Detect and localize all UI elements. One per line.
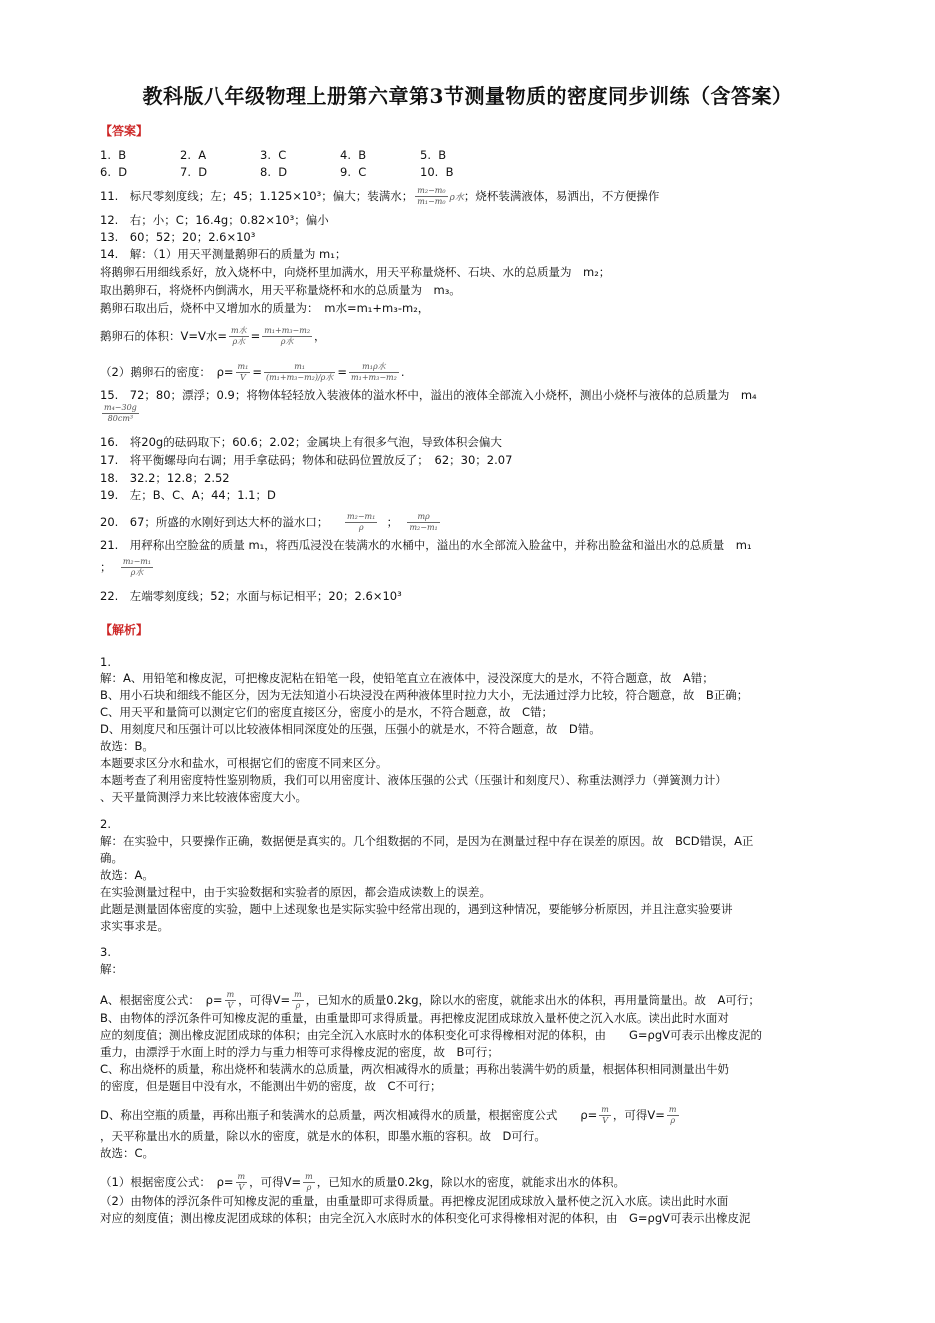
answer-16: 16. 将20g的砝码取下；60.6；2.02；金属块上有很多气泡，导致体积会偏大 (100, 435, 502, 449)
analysis-3-line: 对应的刻度值；测出橡皮泥团成球的体积；由完全沉入水底时水的体积变化可求得橡相对泥的体积，由 G=ρgV可表示出橡皮泥 (100, 1211, 751, 1225)
analysis-3-line: 故选：C。 (100, 1146, 155, 1160)
answer-14-line-3: 取出鹅卵石，将烧杯内倒满水，用天平称量烧杯和水的总质量为 m₃。 (100, 283, 461, 297)
analysis-3-line: 解： (100, 962, 123, 976)
analysis-1-line: B、用小石块和细线不能区分，因为无法知道小石块浸没在两种液体里时拉力大小，无法通过浮力比较，符合题意，故 B正确； (100, 688, 749, 702)
analysis-3-option-a: A、根据密度公式： ρ= $\frac{m}{V}$ ，可得V= $\frac{m}{\rho}$ ，已知水的质量0.2kg，除以水的密度，就能求出水的体积，再用量筒量出。故 A可行； (100, 990, 760, 1010)
answer-14-line-2: 将鹅卵石用细线系好，放入烧杯中，向烧杯里加满水，用天平称量烧杯、石块、水的总质量为 m₂； (100, 265, 611, 279)
mc-answer-2: 2. A (180, 148, 207, 162)
formula-fraction: $\frac{m}{V}$ (237, 1172, 246, 1192)
formula-fraction: $\frac{m}{\rho}$ (294, 990, 302, 1010)
analysis-3-option-d: D、称出空瓶的质量，再称出瓶子和装满水的总质量，两次相减得水的质量，根据密度公式 ρ= $\frac{m}{V}$ ，可得V= $\frac{m}{\rho}$ (100, 1105, 677, 1125)
mc-answer-6: 6. D (100, 165, 128, 179)
analysis-1-line: 故选：B。 (100, 739, 154, 753)
mc-answer-3: 3. C (260, 148, 287, 162)
mc-answer-8: 8. D (260, 165, 288, 179)
formula-fraction: $\frac{\text{m₂−m₁}}{\rho}$ (347, 512, 376, 532)
formula-fraction: $\frac{\text{m₁}}{V}$ (237, 362, 249, 382)
answer-14-line-1: 14. 解：（1）用天平测量鹅卵石的质量为 m₁； (100, 247, 347, 261)
answer-15: 15. 72；80；漂浮；0.9；将物体轻轻放入装液体的溢水杯中，溢出的液体全部流入小烧杯，测出小烧杯与液体的总质量为 m₄ (100, 388, 757, 402)
formula-fraction: $\frac{\text{m₁ρ水}}{\text{m₁+m₃−m₂}}$ (351, 362, 397, 382)
analysis-2-line: 故选：A。 (100, 868, 154, 882)
answer-19: 19. 左；B、C、A；44；1.1；D (100, 488, 276, 502)
analysis-2-line: 求实事求是。 (100, 919, 169, 933)
mc-answer-5: 5. B (420, 148, 447, 162)
answer-20: 20. 67；所盛的水刚好到达大杯的溢水口； $\frac{\text{m₂−m₁}}{\rho}$ ； $\frac{m\rho}{\text{m₂−m₁}}$ (100, 512, 438, 532)
analysis-2-line: 此题是测量固体密度的实验，题中上述现象也是实际实验中经常出现的，遇到这种情况，要能够分析原因，并且注意实验要讲 (100, 902, 733, 916)
formula-fraction: $\frac{\text{m₁}}{\text{(m₁+m₃−m₂)/ρ水}}$ (265, 362, 334, 382)
answer-18: 18. 32.2；12.8；2.52 (100, 471, 230, 485)
answer-21-line-2: ； $\frac{\text{m₂−m₁}}{\text{ρ水}}$ (100, 557, 152, 577)
answer-13: 13. 60；52；20；2.6×10³ (100, 230, 256, 244)
analysis-3-line: C、称出烧杯的质量，称出烧杯和装满水的总质量，两次相减得水的质量；再称出装满牛奶的质量，根据体积相同测量出牛奶 (100, 1062, 730, 1076)
analysis-1-line: 解：A、用铅笔和橡皮泥，可把橡皮泥粘在铅笔一段，使铅笔直立在液体中，浸没深度大的是水，不符合题意，故 A错； (100, 671, 714, 685)
analysis-2-line: 解：在实验中，只要操作正确，数据便是真实的。几个组数据的不同，是因为在测量过程中存在误差的原因。故 BCD错误，A正 (100, 834, 754, 848)
analysis-3-line: ，天平称量出水的质量，除以水的密度，就是水的体积，即墨水瓶的容积。故 D可行。 (100, 1129, 546, 1143)
answer-14-density: （2）鹅卵石的密度： ρ= $\frac{\text{m₁}}{V}$ = $\frac{\text{m₁}}{\text{(m₁+m₃−m₂)/ρ水}}$ = $\frac{\text{m₁ρ水}}{\text{m₁+m₃−m₂}}$ . (100, 362, 405, 382)
analysis-2-number: 2. (100, 817, 111, 831)
analysis-1-number: 1. (100, 655, 111, 669)
mc-answer-4: 4. B (340, 148, 367, 162)
answer-12: 12. 右；小；C；16.4g；0.82×10³；偏小 (100, 213, 329, 227)
formula-fraction: $\frac{\text{m水}}{\text{ρ水}}$ (231, 326, 247, 346)
formula-fraction: $\frac{\text{m₂−m₀}}{\text{m₁−m₀}}$ (417, 186, 446, 206)
answer-17: 17. 将平衡螺母向右调；用手拿砝码；物体和砝码位置放反了； 62；30；2.07 (100, 453, 513, 467)
answer-14-line-4: 鹅卵石取出后，烧杯中又增加水的质量为： m水=m₁+m₃-m₂， (100, 301, 430, 315)
mc-answer-1: 1. B (100, 148, 127, 162)
analysis-3-number: 3. (100, 945, 111, 959)
formula-fraction: $\frac{m}{V}$ (226, 990, 235, 1010)
answer-15-formula (100, 403, 141, 424)
analysis-1-line: 、天平量筒测浮力来比较液体密度大小。 (100, 790, 307, 804)
analysis-3-line: 应的刻度值；测出橡皮泥团成球的体积；由完全沉入水底时水的体积变化可求得橡相对泥的体积，由 G=ρgV可表示出橡皮泥的 (100, 1028, 763, 1042)
formula-fraction: $\frac{\text{m₂−m₁}}{\text{ρ水}}$ (122, 557, 152, 577)
analysis-1-line: 本题要求区分水和盐水，可根据它们的密度不同来区分。 (100, 756, 388, 770)
analysis-2-line: 确。 (100, 851, 123, 865)
answer-22: 22. 左端零刻度线；52；水面与标记相平；20；2.6×10³ (100, 589, 402, 603)
analysis-1-line: 本题考查了利用密度特性鉴别物质，我们可以用密度计、液体压强的公式（压强计和刻度尺）、称重法测浮力（弹簧测力计） (100, 773, 727, 787)
formula-fraction: $\frac{m}{\rho}$ (305, 1172, 313, 1192)
analysis-1-line: C、用天平和量筒可以测定它们的密度直接区分，密度小的是水，不符合题意，故 C错； (100, 705, 554, 719)
analysis-1-line: D、用刻度尺和压强计可以比较液体相同深度处的压强，压强小的就是水，不符合题意，故 D错。 (100, 722, 601, 736)
analysis-3-step-1: （1）根据密度公式： ρ= $\frac{m}{V}$ ，可得V= $\frac{m}{\rho}$ ，已知水的质量0.2kg，除以水的密度，就能求出水的体积。 (100, 1172, 625, 1192)
answer-11: 11. 标尺零刻度线；左；45；1.125×10³；偏大；装满水； $\frac{\text{m₂−m₀}}{\text{m₁−m₀}}$ ρ水；烧杯装满液体，易洒出，不方便操作 (100, 186, 660, 206)
mc-answer-7: 7. D (180, 165, 208, 179)
formula-fraction: $\frac{\text{m₄−30g}}{\text{80cm³}}$ (104, 403, 137, 423)
formula-fraction: $\frac{m\rho}{\text{m₂−m₁}}$ (409, 512, 438, 532)
analysis-heading: 【解析】 (100, 623, 149, 637)
mc-answer-9: 9. C (340, 165, 367, 179)
answer-heading: 【答案】 (100, 124, 149, 138)
analysis-2-line: 在实验测量过程中，由于实验数据和实验者的原因，都会造成读数上的误差。 (100, 885, 491, 899)
mc-answer-10: 10. B (420, 165, 454, 179)
answer-14-volume: 鹅卵石的体积：V=V水= $\frac{\text{m水}}{\text{ρ水}}$ = $\frac{\text{m₁+m₃−m₂}}{\text{ρ水}}$ ， (100, 326, 326, 346)
formula-fraction: $\frac{m}{\rho}$ (668, 1105, 677, 1125)
analysis-3-line: B、由物体的浮沉条件可知橡皮泥的重量，由重量即可求得质量。再把橡皮泥团成球放入量杯使之沉入水底。读出此时水面对 (100, 1011, 729, 1025)
document-title: 教科版八年级物理上册第六章第3节测量物质的密度同步训练（含答案） (142, 84, 793, 108)
answer-21-line-1: 21. 用秤称出空脸盆的质量 m₁，将西瓜浸没在装满水的水桶中，溢出的水全部流入脸盆中，并称出脸盆和溢出水的总质量 m₁ (100, 538, 752, 552)
formula-fraction: $\frac{\text{m₁+m₃−m₂}}{\text{ρ水}}$ (264, 326, 311, 346)
analysis-3-line: 重力，由漂浮于水面上时的浮力与重力相等可求得橡皮泥的密度，故 B可行； (100, 1045, 499, 1059)
analysis-3-line: （2）由物体的浮沉条件可知橡皮泥的重量，由重量即可求得质量。再把橡皮泥团成球放入量杯使之沉入水底。读出此时水面 (100, 1194, 729, 1208)
analysis-3-line: 的密度，但是题目中没有水，不能测出牛奶的密度，故 C不可行； (100, 1079, 442, 1093)
formula-fraction: $\frac{m}{V}$ (601, 1105, 609, 1125)
